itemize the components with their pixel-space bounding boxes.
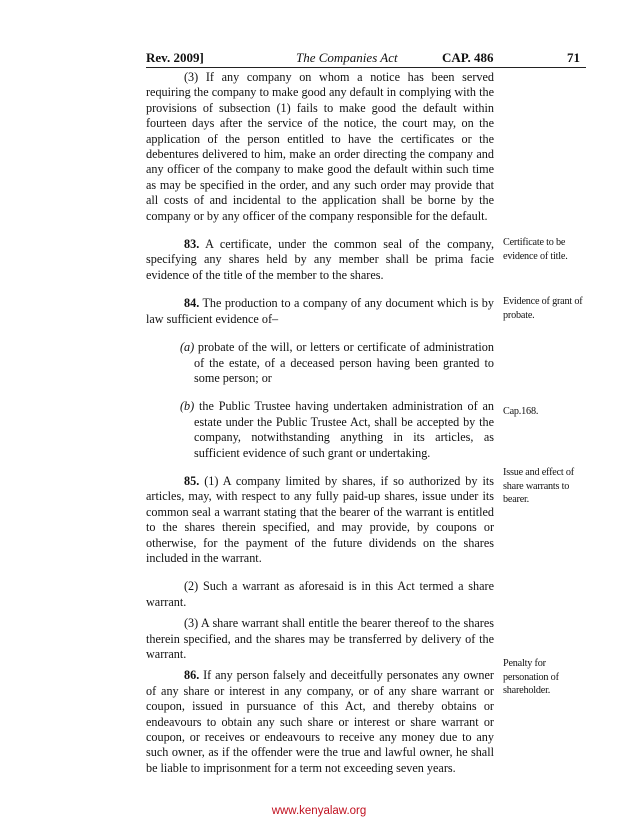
- chapter-label: CAP. 486: [442, 50, 494, 65]
- margin-note-cap168: Cap.168.: [503, 406, 539, 417]
- item-text: the Public Trustee having undertaken administration of an estate under the Public Trustee Act, shall be accepted by the company, notwithstanding anything in its articles, as sufficient evidence of such grant or undertaking.: [194, 399, 494, 460]
- section-text: If any person falsely and deceitfully personates any owner of any share or interest in any company, or of any share warrant or coupon, issued in pursuance of this Act, and thereby obtains or endeavours to obtain any such share or interest or share warrant or coupon, or receives or endeavours to receive any money due to any such owner, as if the offender were the true and lawful owner, he shall be liable to imprisonment for a term not exceeding seven years.: [146, 668, 494, 775]
- section-83: [146, 237, 494, 283]
- margin-note-83: Certificate to be evidence of title.: [503, 237, 568, 262]
- main-text-column: [146, 70, 494, 776]
- section-text: The production to a company of any document which is by law sufficient evidence of–: [146, 296, 494, 326]
- section-number: 86.: [184, 668, 200, 683]
- page-number: 71: [567, 50, 580, 65]
- section-85: [146, 474, 494, 566]
- section-number: 84.: [184, 296, 200, 311]
- item-label: (b): [180, 399, 195, 414]
- item-label: (a): [180, 340, 195, 355]
- running-header: [146, 50, 586, 68]
- paragraph-s82-3: (3) If any company on whom a notice has been served requiring the company to make good any default in complying with the provisions of subsection (1) fails to make good the default within fourteen days after the service of the notice, the court may, on the application of the person entitled to have the certificates or the debentures delivered to him, make an order directing the company and any officer of the company to make good the default within such time as may be specified in the order, and any such order may provide that all costs of and incidental to the application shall be borne by the company or by any officer of the company responsible for the default.: [146, 70, 494, 223]
- section-85-3: (3) A share warrant shall entitle the bearer thereof to the shares therein specified, and the shares may be transferred by delivery of the warrant.: [146, 616, 494, 661]
- footer-url[interactable]: www.kenyalaw.org: [271, 805, 367, 817]
- margin-note-85: Issue and effect of share warrants to bearer.: [503, 467, 574, 505]
- act-title: The Companies Act: [296, 50, 398, 65]
- item-text: probate of the will, or letters or certificate of administration of the estate, of a deceased person having been granted to some person; or: [194, 340, 494, 385]
- margin-note-86: Penalty for personation of shareholder.: [503, 658, 559, 696]
- section-text: A certificate, under the common seal of the company, specifying any shares held by any member shall be prima facie evidence of the title of the member to the shares.: [146, 237, 494, 282]
- section-84-item-b: [146, 399, 494, 461]
- header-rule: [146, 67, 586, 68]
- section-text: (1) A company limited by shares, if so authorized by its articles, may, with respect to any fully paid-up shares, issue under its common seal a warrant stating that the bearer of the warrant is entitled to the shares therein specified, and may provide, by coupons or otherwise, for the payment of the future dividends on the shares included in the warrant.: [146, 473, 494, 565]
- revision-label: Rev. 2009]: [146, 50, 204, 65]
- section-84: [146, 296, 494, 327]
- section-number: 85.: [184, 473, 200, 488]
- section-84-item-a: [146, 340, 494, 386]
- margin-note-84: Evidence of grant of probate.: [503, 296, 583, 321]
- section-86: [146, 668, 494, 776]
- section-85-2: (2) Such a warrant as aforesaid is in this Act termed a share warrant.: [146, 579, 494, 609]
- section-number: 83.: [184, 237, 200, 252]
